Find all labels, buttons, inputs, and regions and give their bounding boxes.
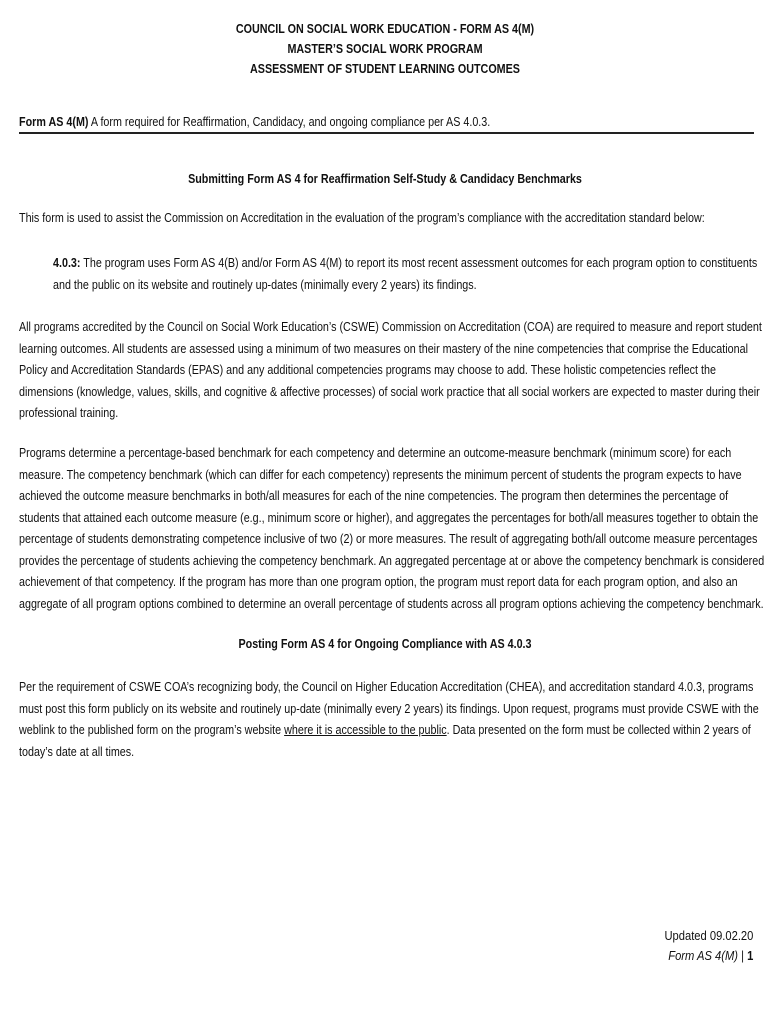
standard-label: 4.0.3:: [53, 256, 81, 270]
posting-underlined-text: where it is accessible to the public: [284, 723, 447, 737]
header-assessment-title: ASSESSMENT OF STUDENT LEARNING OUTCOMES: [250, 62, 520, 76]
section-heading-submitting: Submitting Form AS 4 for Reaffirmation Self-Study & Candidacy Benchmarks: [188, 172, 582, 186]
page-number: 1: [746, 948, 753, 963]
document-header: [54, 19, 716, 79]
form-description-line: [19, 112, 647, 132]
header-program-title: MASTER’S SOCIAL WORK PROGRAM: [287, 42, 483, 56]
competency-paragraph: All programs accredited by the Council on Social Work Education’s (CSWE) Commission on Accreditation (COA) are required to measure and report student learning outcomes. All students are assessed using a minimum of two measures on their mastery of the nine competencies that comprise the Educational Policy and Accreditation Standards (EPAS) and any additional competencies programs may choose to add. These holistic competencies reflect the dimensions (knowledge, values, skills, and cognitive & affective processes) of social work practice that all social workers are expected to master during their professional training.: [19, 320, 762, 420]
posting-text-before: Per the requirement of CSWE COA’s recognizing body, the Council on Higher Education Accreditation (CHEA), and accreditation standard 4.0.3, programs must post this form publicly on its website and routinely up-date (minimally every 2 years) its findings. Upon request, programs must provide CSWE with the weblink to the published form on the program’s website: [19, 680, 759, 737]
benchmark-paragraph: Programs determine a percentage-based benchmark for each competency and determine an outcome-measure benchmark (minimum score) for each measure. The competency benchmark (which can differ for each competency) represents the minimum percent of students the program expects to have achieved the outcome measure benchmarks in both/all measures for each of the nine competencies. The program then determines the percentage of students that attained each outcome measure (e.g., minimum score or higher), and aggregates the percentages for both/all measures together to obtain the percentage of students demonstrating competence inclusive of two (2) or more measures. The result of aggregating both/all outcome measure percentages provides the percentage of students achieving the competency benchmark. An aggregated percentage at or above the competency benchmark is considered achievement of that competency. If the program has more than one program option, the program must report data for each program option, and also an aggregate of all program options combined to determine an overall percentage of students across all program options achieving the competency benchmark.: [19, 446, 765, 611]
form-description: A form required for Reaffirmation, Candidacy, and ongoing compliance per AS 4.0.3.: [88, 115, 491, 129]
footer-form-line: [664, 946, 753, 966]
intro-paragraph: This form is used to assist the Commission on Accreditation in the evaluation of the program’s compliance with the accreditation standard below:: [19, 211, 705, 225]
updated-date: Updated 09.02.20: [664, 928, 753, 943]
header-divider: [19, 132, 754, 134]
posting-text-after: . Data presented on the form must be collected within 2 years of today’s date at all times.: [19, 723, 751, 759]
footer-form-reference: Form AS 4(M): [667, 948, 738, 963]
header-organization-title: COUNCIL ON SOCIAL WORK EDUCATION - FORM AS 4(M): [235, 22, 535, 36]
posting-paragraph: [19, 677, 770, 763]
standard-text: The program uses Form AS 4(B) and/or Form AS 4(M) to report its most recent assessment outcomes for each program option to constituents and the public on its website and routinely up-dates (minimally every 2 years) its findings.: [53, 256, 758, 292]
page-footer: [664, 926, 753, 966]
form-label: Form AS 4(M): [19, 115, 89, 129]
section-heading-posting: Posting Form AS 4 for Ongoing Compliance with AS 4.0.3: [238, 637, 532, 651]
footer-separator: |: [737, 948, 747, 963]
standard-paragraph: [53, 253, 762, 296]
